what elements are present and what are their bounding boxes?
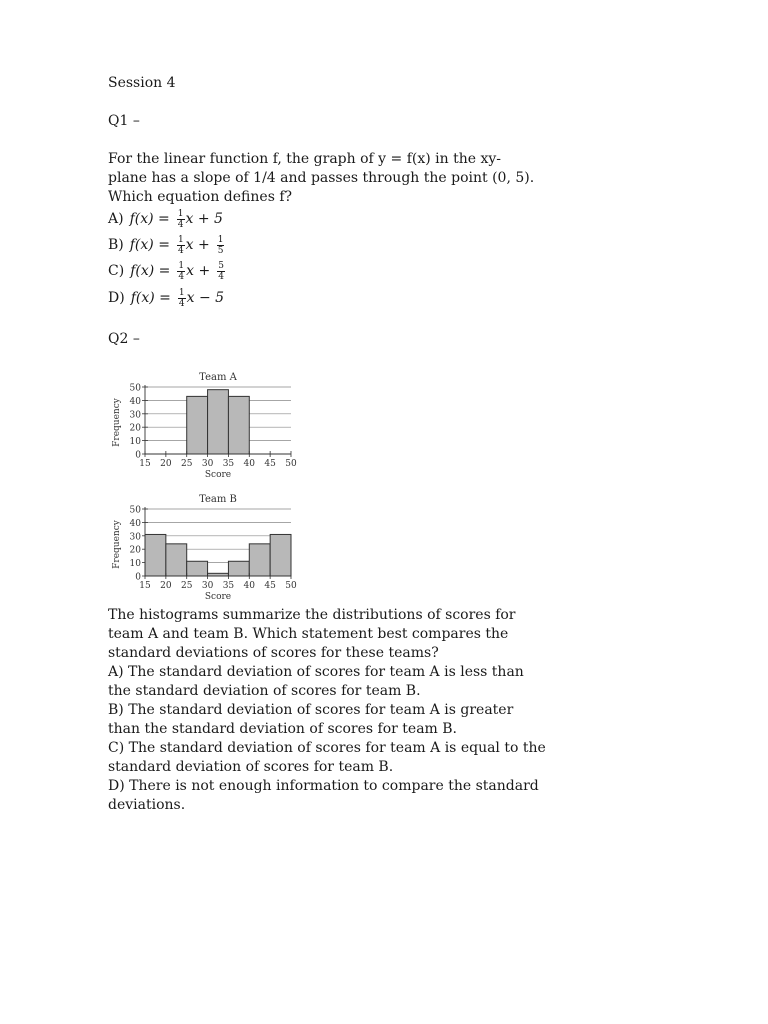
q2-heading: Q2 –	[108, 331, 140, 347]
x-tick-label: 25	[180, 459, 193, 469]
team-a-histogram	[104, 366, 304, 486]
option-lhs: f(x) =	[130, 263, 171, 279]
option-fraction-denominator: 4	[177, 245, 184, 256]
option-fraction	[178, 288, 186, 309]
histogram-bar	[228, 396, 249, 454]
x-tick-label: 30	[201, 581, 214, 591]
histogram-bar	[249, 544, 270, 576]
q1-option-d	[108, 285, 224, 311]
option-fraction-numerator: 1	[177, 234, 184, 245]
histogram-bar	[145, 534, 166, 576]
option-fraction	[217, 261, 225, 282]
y-tick-label: 0	[135, 450, 141, 461]
q2-options	[108, 663, 548, 815]
histogram-bar	[166, 544, 187, 576]
histogram-bar	[187, 561, 208, 576]
y-axis-label: Frequency	[112, 520, 122, 569]
option-fraction-denominator: 4	[178, 271, 185, 282]
option-term: x − 5	[186, 290, 225, 306]
q2-option-b-line1: B) The standard deviation of scores for team A is greater	[108, 702, 514, 718]
q1-option-a	[108, 206, 223, 232]
option-lhs: f(x) =	[129, 211, 170, 227]
y-tick-label: 30	[129, 532, 141, 543]
option-term: x +	[186, 263, 211, 279]
y-tick-label: 50	[129, 383, 141, 394]
option-lhs: f(x) =	[129, 237, 170, 253]
histogram-bar	[270, 534, 291, 576]
option-label: C)	[108, 263, 125, 279]
q2-stem-line: team A and team B. Which statement best compares the	[108, 626, 509, 642]
x-axis-label: Score	[204, 592, 232, 602]
option-fraction-denominator: 4	[218, 271, 224, 282]
y-tick-label: 0	[135, 572, 141, 583]
y-tick-label: 20	[129, 545, 141, 556]
option-fraction-numerator: 1	[178, 260, 185, 271]
y-tick-label: 10	[129, 437, 141, 448]
q2-stem-line: standard deviations of scores for these teams?	[108, 645, 439, 661]
q2-option-d-line1: D) There is not enough information to compare the standard	[108, 778, 539, 794]
option-fraction	[217, 235, 225, 256]
q2-option-a-line2: the standard deviation of scores for team B.	[108, 683, 421, 699]
q2-option-c-line2: standard deviation of scores for team B.	[108, 759, 394, 775]
q1-stem	[108, 150, 548, 207]
y-tick-label: 40	[129, 396, 141, 407]
q2-stem-line: The histograms summarize the distributions of scores for	[108, 607, 516, 623]
q2-stem	[108, 606, 548, 663]
x-tick-label: 50	[285, 581, 297, 591]
x-axis-label: Score	[204, 470, 232, 480]
histogram-bar	[228, 561, 249, 576]
q1-heading: Q1 –	[108, 113, 140, 129]
x-tick-label: 15	[139, 459, 151, 469]
y-tick-label: 10	[129, 559, 141, 570]
option-label: B)	[108, 237, 124, 253]
y-axis-label: Frequency	[112, 398, 122, 447]
q2-option-b-line2: than the standard deviation of scores for team B.	[108, 721, 458, 737]
x-tick-label: 35	[222, 581, 235, 591]
option-term: x + 5	[185, 211, 223, 227]
y-tick-label: 40	[129, 518, 141, 529]
option-fraction-denominator: 4	[178, 298, 185, 309]
q2-option-c-line1: C) The standard deviation of scores for team A is equal to the	[108, 740, 546, 756]
chart-title: Team A	[199, 372, 237, 383]
q2-option-a-line1: A) The standard deviation of scores for team A is less than	[108, 664, 524, 680]
x-tick-label: 35	[222, 459, 235, 469]
team-b-histogram	[104, 488, 304, 608]
q1-option-c	[108, 258, 226, 284]
q1-stem-line: For the linear function f, the graph of y = f(x) in the xy-	[108, 151, 501, 167]
chart-title: Team B	[199, 494, 237, 505]
q2-option-d-line2: deviations.	[108, 797, 186, 813]
x-tick-label: 40	[243, 459, 256, 469]
x-tick-label: 25	[180, 581, 193, 591]
option-fraction-numerator: 1	[177, 208, 184, 219]
option-fraction	[177, 209, 185, 230]
x-tick-label: 20	[160, 581, 172, 591]
option-fraction	[177, 261, 185, 282]
option-fraction-numerator: 1	[217, 234, 224, 245]
option-lhs: f(x) =	[130, 290, 171, 306]
option-fraction-denominator: 5	[217, 245, 224, 256]
option-label: A)	[108, 211, 124, 227]
option-term: x +	[185, 237, 210, 253]
option-fraction-denominator: 4	[177, 219, 184, 230]
option-label: D)	[108, 290, 125, 306]
option-fraction-numerator: 1	[178, 287, 185, 298]
x-tick-label: 30	[201, 459, 214, 469]
q1-stem-line: Which equation defines f?	[108, 189, 293, 205]
option-fraction	[177, 235, 185, 256]
x-tick-label: 40	[243, 581, 256, 591]
q1-stem-line: plane has a slope of 1/4 and passes through the point (0, 5).	[108, 170, 535, 186]
x-tick-label: 20	[160, 459, 172, 469]
x-tick-label: 45	[264, 581, 276, 591]
x-tick-label: 45	[264, 459, 276, 469]
session-title: Session 4	[108, 75, 176, 91]
x-tick-label: 15	[139, 581, 151, 591]
histogram-bar	[187, 396, 208, 454]
y-tick-label: 20	[129, 423, 141, 434]
y-tick-label: 30	[129, 410, 141, 421]
q1-option-b	[108, 232, 225, 258]
y-tick-label: 50	[129, 505, 141, 516]
x-tick-label: 50	[285, 459, 297, 469]
option-fraction-numerator: 5	[218, 260, 224, 271]
histogram-bar	[208, 390, 229, 454]
